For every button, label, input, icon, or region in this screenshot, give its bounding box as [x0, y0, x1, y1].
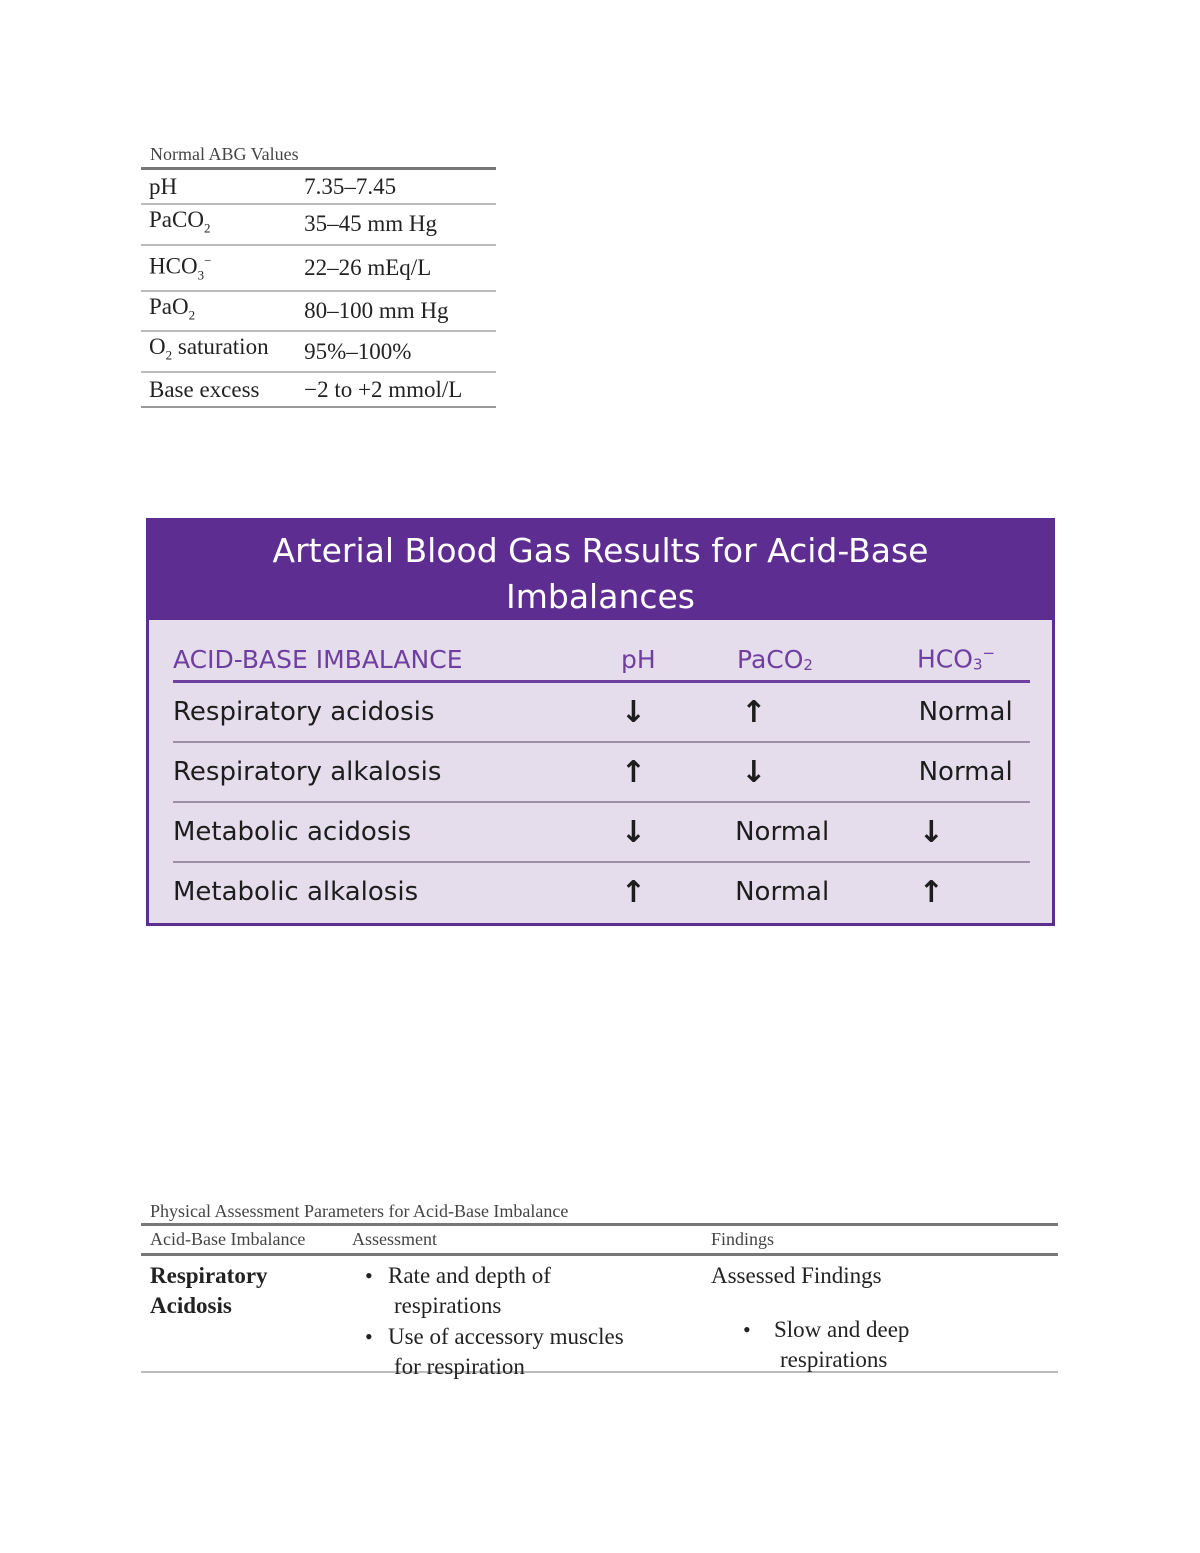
physical-header	[141, 1223, 1058, 1256]
physical-assessment-table	[141, 1200, 1058, 1379]
figure-title-line: Arterial Blood Gas Results for Acid-Base	[272, 531, 929, 570]
findings-cell	[711, 1261, 1058, 1372]
figure-panel	[149, 620, 1052, 923]
abg-value: 22–26 mEq/L	[294, 245, 496, 291]
abg-value: 35–45 mm Hg	[294, 204, 496, 245]
figure-title	[146, 518, 1055, 618]
col-header-imbalance: ACID-BASE IMBALANCE	[173, 644, 463, 674]
imbalance-grid	[173, 638, 1030, 921]
normal-abg-caption: Normal ABG Values	[150, 144, 299, 164]
table-row	[141, 291, 496, 332]
table-row	[141, 372, 496, 407]
down-arrow-icon: ↓	[741, 754, 767, 790]
list-item-line: for respiration	[394, 1354, 525, 1379]
imbalance-name-line: Acidosis	[150, 1293, 232, 1318]
table-row	[141, 331, 496, 372]
list-item-line: • Slow and deep	[774, 1317, 910, 1342]
abg-label: $O_2$ saturation	[141, 331, 294, 372]
table-row	[173, 683, 1030, 743]
abg-label: pH	[141, 169, 294, 205]
abg-label: Base excess	[141, 372, 294, 407]
col-header-findings: Findings	[711, 1229, 775, 1249]
up-arrow-icon: ↑	[620, 754, 646, 790]
abg-value: 95%–100%	[294, 331, 496, 372]
up-arrow-icon: ↑	[620, 874, 646, 910]
paco2-value: Normal	[735, 877, 830, 907]
abg-value: 7.35–7.45	[294, 169, 496, 205]
up-arrow-icon: ↑	[918, 874, 944, 910]
down-arrow-icon: ↓	[918, 814, 944, 850]
normal-abg-grid	[141, 167, 496, 408]
findings-title: Assessed Findings	[711, 1263, 882, 1288]
list-item	[352, 1261, 711, 1321]
table-row	[141, 169, 496, 205]
abg-label: PaCO$_2$	[141, 204, 294, 245]
col-header-hco3: $HCO_3^-$	[917, 644, 996, 674]
assessment-list	[352, 1261, 711, 1382]
assessment-cell	[352, 1261, 711, 1379]
list-item	[711, 1315, 1058, 1375]
list-item-line: • Rate and depth of	[388, 1263, 551, 1288]
abg-value: 80–100 mm Hg	[294, 291, 496, 332]
up-arrow-icon: ↑	[741, 694, 767, 730]
col-header-imbalance: Acid-Base Imbalance	[150, 1229, 306, 1249]
table-row	[173, 803, 1030, 863]
grid-header	[173, 638, 1030, 683]
hco3-value: Normal	[918, 697, 1013, 727]
abg-label: PaO$_2$	[141, 291, 294, 332]
list-item	[352, 1322, 711, 1382]
imbalance-name: Respiratory alkalosis	[173, 757, 442, 787]
abg-results-figure	[146, 518, 1055, 926]
col-header-paco2: PaCO$_2$	[737, 644, 813, 674]
down-arrow-icon: ↓	[620, 814, 646, 850]
imbalance-name: Metabolic acidosis	[173, 817, 412, 847]
list-item-line: respirations	[780, 1347, 888, 1372]
list-item-line: respirations	[394, 1293, 502, 1318]
paco2-value: Normal	[735, 817, 830, 847]
table-row	[141, 245, 496, 291]
normal-abg-table	[141, 143, 496, 408]
imbalance-name: Respiratory acidosis	[173, 697, 435, 727]
col-header-assessment: Assessment	[352, 1229, 437, 1249]
list-item-line: • Use of accessory muscles	[388, 1324, 624, 1349]
hco3-value: Normal	[918, 757, 1013, 787]
col-header-ph: pH	[621, 644, 656, 674]
imbalance-name: Metabolic alkalosis	[173, 877, 419, 907]
table-row	[141, 204, 496, 245]
table-row	[173, 743, 1030, 803]
table-row	[141, 1256, 1058, 1379]
abg-label: $HCO_3^-$	[141, 245, 294, 291]
down-arrow-icon: ↓	[620, 694, 646, 730]
imbalance-name-line: Respiratory	[150, 1263, 268, 1288]
figure-title-line: Imbalances	[506, 577, 695, 616]
imbalance-cell	[141, 1261, 352, 1367]
findings-list	[711, 1315, 1058, 1375]
physical-caption: Physical Assessment Parameters for Acid-Base Imbalance	[150, 1201, 569, 1221]
table-row	[173, 863, 1030, 921]
abg-value: −2 to +2 mmol/L	[294, 372, 496, 407]
